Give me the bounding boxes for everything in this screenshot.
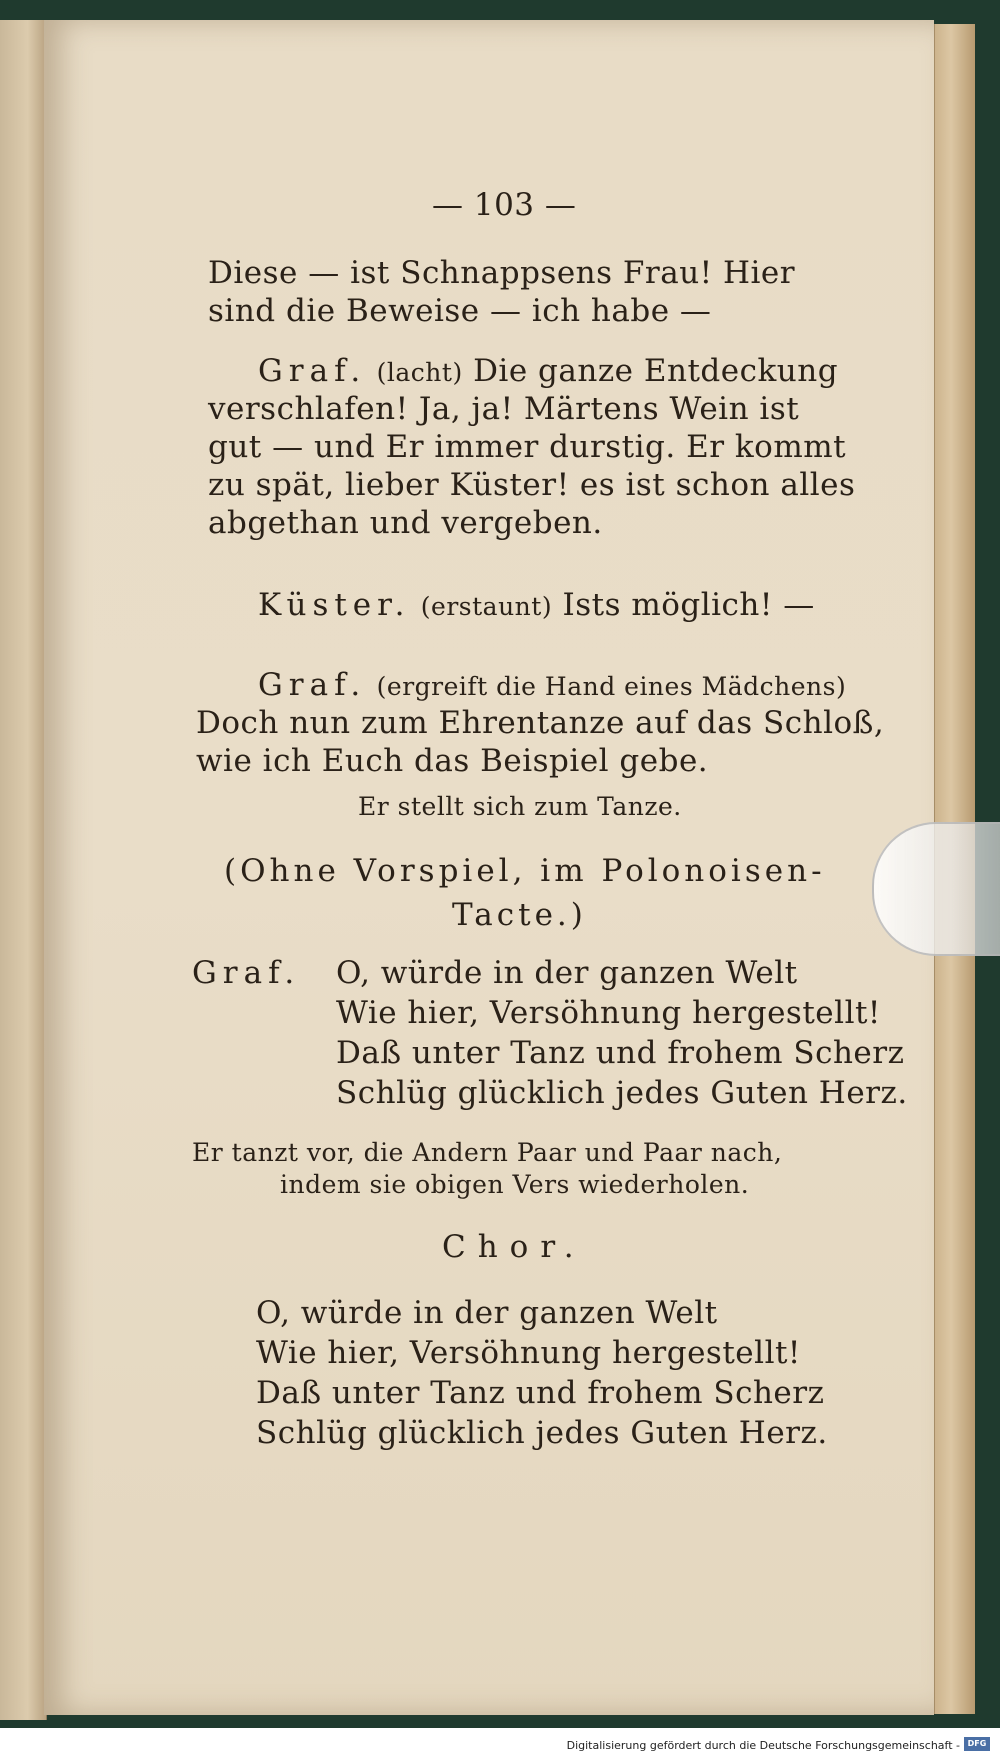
stage-direction: Er tanzt vor, die Andern Paar und Paar nach, xyxy=(192,1138,783,1167)
verse-line: Schlüg glücklich jedes Guten Herz. xyxy=(256,1415,828,1451)
text-line: gut — und Er immer durstig. Er kommt xyxy=(208,429,847,465)
scroll-tab-handle[interactable] xyxy=(872,822,1000,956)
text-line: abgethan und vergeben. xyxy=(208,505,603,541)
verse-line: Schlüg glücklich jedes Guten Herz. xyxy=(336,1075,908,1111)
page-number: — 103 — xyxy=(432,187,577,223)
verse-line: O, würde in der ganzen Welt xyxy=(336,955,798,991)
verse-line: O, würde in der ganzen Welt xyxy=(256,1295,718,1331)
speaker-name: Graf. (lacht) Die ganze Entdeckung xyxy=(258,353,839,389)
verse-line: Daß unter Tanz und frohem Scherz xyxy=(256,1375,825,1411)
speaker-name: Graf. xyxy=(192,955,301,991)
music-direction: (Ohne Vorspiel, im Polonoisen- xyxy=(224,853,826,889)
speaker-name: Küster. (erstaunt) Ists möglich! — xyxy=(258,587,815,623)
chorus-heading: Chor. xyxy=(442,1229,586,1265)
verse-line: Wie hier, Versöhnung hergestellt! xyxy=(336,995,881,1031)
text-line: verschlafen! Ja, ja! Märtens Wein ist xyxy=(208,391,800,427)
verse-line: Wie hier, Versöhnung hergestellt! xyxy=(256,1335,801,1371)
text-line: Diese — ist Schnappsens Frau! Hier xyxy=(208,255,796,291)
verse-line: Daß unter Tanz und frohem Scherz xyxy=(336,1035,905,1071)
text-line: sind die Beweise — ich habe — xyxy=(208,293,712,329)
text-line: zu spät, lieber Küster! es ist schon alles xyxy=(208,467,856,503)
music-direction: Tacte.) xyxy=(452,897,587,933)
stage-direction: indem sie obigen Vers wiederholen. xyxy=(280,1170,750,1199)
left-page-edge xyxy=(0,20,47,1720)
speaker-name: Graf. (ergreift die Hand eines Mädchens) xyxy=(258,667,847,703)
text-line: Doch nun zum Ehrentanze auf das Schloß, xyxy=(196,705,885,741)
text-line: wie ich Euch das Beispiel gebe. xyxy=(196,743,709,779)
stage-direction: Er stellt sich zum Tanze. xyxy=(358,792,682,821)
digitization-credit: Digitalisierung gefördert durch die Deutsche Forschungsgemeinschaft - xyxy=(566,1739,960,1752)
dfg-logo: DFG xyxy=(964,1737,990,1751)
